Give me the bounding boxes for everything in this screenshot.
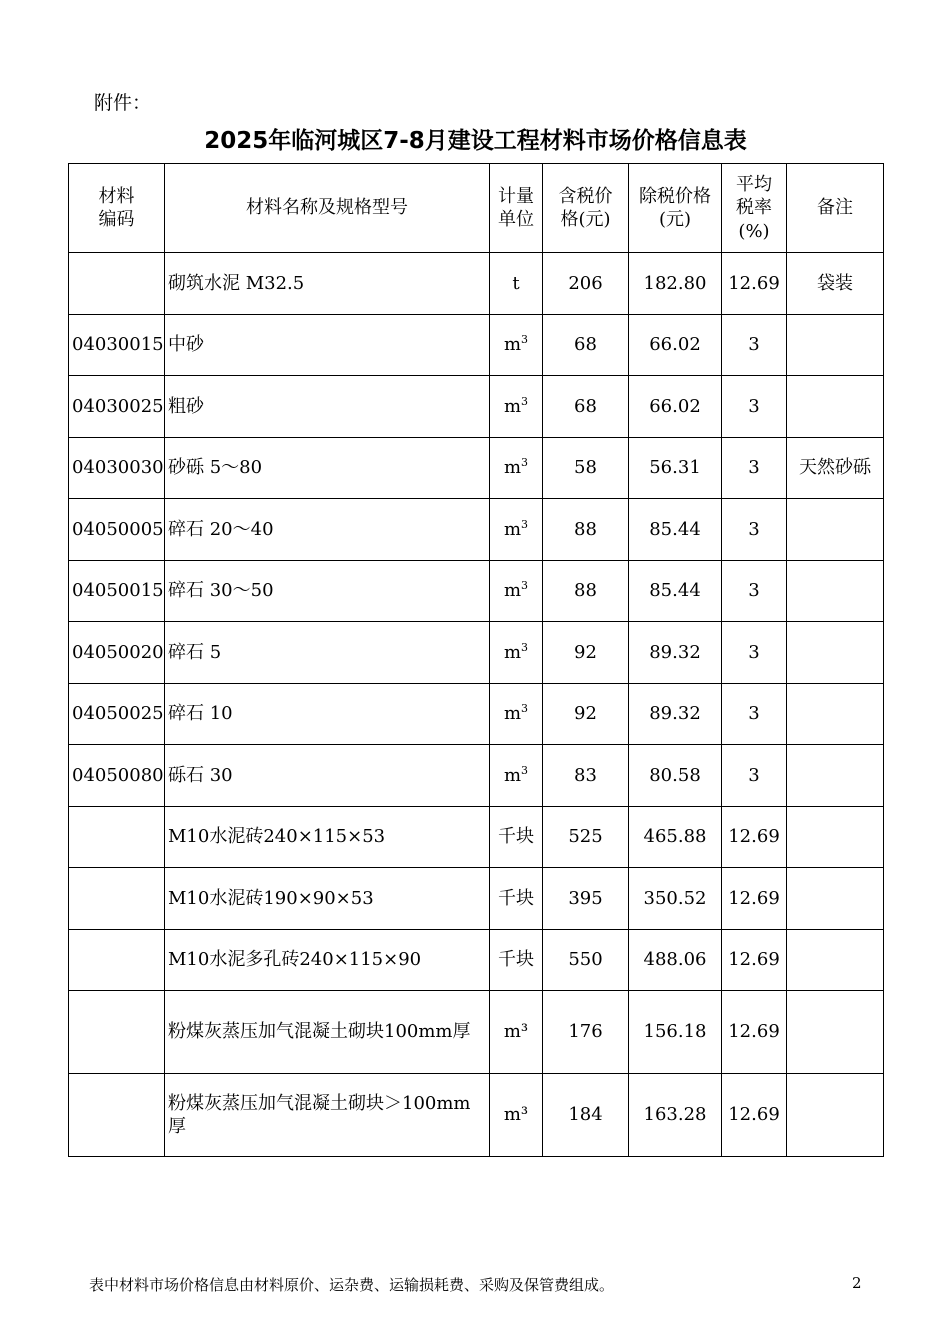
- header-code: 材料 编码: [69, 164, 165, 253]
- table-row: [69, 868, 884, 930]
- cell-rate: 12.69: [722, 806, 787, 868]
- header-row: [69, 164, 884, 253]
- table-row: [69, 437, 884, 499]
- cell-code: [69, 868, 165, 930]
- cell-price-notax: 56.31: [629, 437, 722, 499]
- cell-unit: t: [490, 253, 543, 315]
- cell-price-notax: 156.18: [629, 991, 722, 1074]
- cell-price-notax: 465.88: [629, 806, 722, 868]
- table-row: [69, 314, 884, 376]
- cell-rate: 3: [722, 745, 787, 807]
- cell-name: M10水泥砖240×115×53: [165, 806, 490, 868]
- table-row: [69, 622, 884, 684]
- cell-price-notax: 488.06: [629, 929, 722, 991]
- cell-code: [69, 929, 165, 991]
- cell-code: 04030015: [69, 314, 165, 376]
- table-row: [69, 499, 884, 561]
- page-title: 2025年临河城区7-8月建设工程材料市场价格信息表: [204, 128, 747, 154]
- cell-unit: $m^3$: [490, 683, 543, 745]
- cell-price-tax: 184: [543, 1074, 629, 1157]
- cell-code: [69, 253, 165, 315]
- cell-price-notax: 350.52: [629, 868, 722, 930]
- cell-note: 天然砂砾: [787, 437, 884, 499]
- cell-note: [787, 683, 884, 745]
- cell-name: 砾石 30: [165, 745, 490, 807]
- header-unit: 计量 单位: [490, 164, 543, 253]
- cell-price-notax: 85.44: [629, 499, 722, 561]
- cell-price-tax: 68: [543, 314, 629, 376]
- cell-note: [787, 560, 884, 622]
- cell-price-tax: 206: [543, 253, 629, 315]
- cell-unit: 千块: [490, 806, 543, 868]
- cell-name: 粉煤灰蒸压加气混凝土砌块＞100mm厚: [165, 1074, 490, 1157]
- table-row: [69, 806, 884, 868]
- cell-unit: $m^3$: [490, 499, 543, 561]
- header-rate: 平均 税率 (%): [722, 164, 787, 253]
- cell-rate: 3: [722, 683, 787, 745]
- cell-price-tax: 58: [543, 437, 629, 499]
- cell-price-tax: 83: [543, 745, 629, 807]
- cell-price-notax: 66.02: [629, 376, 722, 438]
- cell-note: [787, 314, 884, 376]
- cell-price-tax: 550: [543, 929, 629, 991]
- cell-unit: 千块: [490, 929, 543, 991]
- cell-price-notax: 182.80: [629, 253, 722, 315]
- table-row: [69, 991, 884, 1074]
- cell-rate: 3: [722, 622, 787, 684]
- cell-code: 04050020: [69, 622, 165, 684]
- cell-code: [69, 806, 165, 868]
- cell-price-notax: 89.32: [629, 622, 722, 684]
- cell-name: 中砂: [165, 314, 490, 376]
- cell-rate: 3: [722, 560, 787, 622]
- cell-unit: $m^3$: [490, 376, 543, 438]
- cell-price-tax: 88: [543, 560, 629, 622]
- cell-rate: 12.69: [722, 991, 787, 1074]
- cell-price-notax: 163.28: [629, 1074, 722, 1157]
- cell-price-tax: 525: [543, 806, 629, 868]
- cell-unit: m³: [490, 1074, 543, 1157]
- table-row: [69, 1074, 884, 1157]
- cell-rate: 3: [722, 499, 787, 561]
- cell-name: 碎石 30～50: [165, 560, 490, 622]
- cell-code: 04030025: [69, 376, 165, 438]
- table-row: [69, 253, 884, 315]
- header-price-notax: 除税价格 (元): [629, 164, 722, 253]
- cell-rate: 3: [722, 437, 787, 499]
- attachment-label: 附件：: [94, 92, 152, 114]
- header-note: 备注: [787, 164, 884, 253]
- cell-unit: 千块: [490, 868, 543, 930]
- cell-code: [69, 1074, 165, 1157]
- cell-code: 04050015: [69, 560, 165, 622]
- cell-name: 碎石 20～40: [165, 499, 490, 561]
- cell-rate: 12.69: [722, 929, 787, 991]
- table-row: [69, 376, 884, 438]
- cell-unit: $m^3$: [490, 437, 543, 499]
- cell-name: 粉煤灰蒸压加气混凝土砌块100mm厚: [165, 991, 490, 1074]
- cell-price-tax: 92: [543, 683, 629, 745]
- cell-price-tax: 88: [543, 499, 629, 561]
- cell-code: 04050005: [69, 499, 165, 561]
- table-row: [69, 683, 884, 745]
- cell-rate: 12.69: [722, 868, 787, 930]
- header-name: 材料名称及规格型号: [165, 164, 490, 253]
- cell-note: [787, 868, 884, 930]
- table-row: [69, 745, 884, 807]
- table-row: [69, 929, 884, 991]
- cell-name: 砌筑水泥 M32.5: [165, 253, 490, 315]
- table-row: [69, 560, 884, 622]
- cell-price-notax: 80.58: [629, 745, 722, 807]
- cell-unit: $m^3$: [490, 560, 543, 622]
- price-table: [68, 163, 884, 1157]
- cell-unit: $m^3$: [490, 622, 543, 684]
- cell-code: [69, 991, 165, 1074]
- cell-price-tax: 68: [543, 376, 629, 438]
- cell-unit: $m^3$: [490, 314, 543, 376]
- cell-note: [787, 806, 884, 868]
- cell-note: [787, 1074, 884, 1157]
- cell-code: 04050025: [69, 683, 165, 745]
- cell-name: M10水泥砖190×90×53: [165, 868, 490, 930]
- cell-rate: 12.69: [722, 1074, 787, 1157]
- cell-name: 碎石 10: [165, 683, 490, 745]
- cell-note: [787, 499, 884, 561]
- cell-name: M10水泥多孔砖240×115×90: [165, 929, 490, 991]
- header-price-tax: 含税价 格(元): [543, 164, 629, 253]
- cell-rate: 3: [722, 376, 787, 438]
- cell-name: 粗砂: [165, 376, 490, 438]
- cell-unit: m³: [490, 991, 543, 1074]
- cell-name: 砂砾 5～80: [165, 437, 490, 499]
- cell-price-notax: 89.32: [629, 683, 722, 745]
- cell-note: [787, 929, 884, 991]
- cell-note: [787, 622, 884, 684]
- cell-code: 04030030: [69, 437, 165, 499]
- cell-price-tax: 395: [543, 868, 629, 930]
- cell-rate: 12.69: [722, 253, 787, 315]
- cell-note: [787, 745, 884, 807]
- footer-note: 表中材料市场价格信息由材料原价、运杂费、运输损耗费、采购及保管费组成。: [89, 1276, 615, 1294]
- cell-note: [787, 991, 884, 1074]
- cell-rate: 3: [722, 314, 787, 376]
- cell-note: 袋装: [787, 253, 884, 315]
- cell-name: 碎石 5: [165, 622, 490, 684]
- cell-price-notax: 85.44: [629, 560, 722, 622]
- page-number: 2: [852, 1274, 862, 1292]
- cell-price-tax: 176: [543, 991, 629, 1074]
- cell-code: 04050080: [69, 745, 165, 807]
- cell-note: [787, 376, 884, 438]
- cell-unit: $m^3$: [490, 745, 543, 807]
- cell-price-tax: 92: [543, 622, 629, 684]
- cell-price-notax: 66.02: [629, 314, 722, 376]
